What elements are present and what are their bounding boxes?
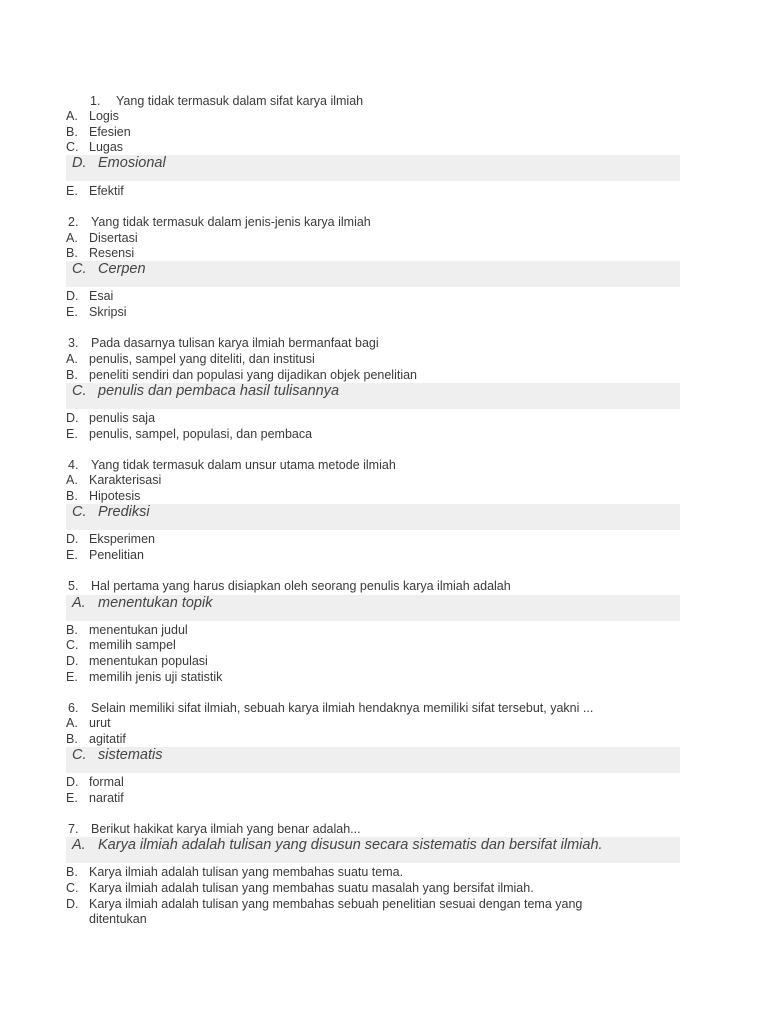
answer-letter: C. <box>72 383 87 399</box>
option-letter: A. <box>66 231 78 245</box>
option-3-b <box>66 367 417 383</box>
option-text: Esai <box>89 289 114 303</box>
option-letter: E. <box>66 427 78 441</box>
option-3-d <box>66 410 155 426</box>
option-text: Eksperimen <box>89 532 155 546</box>
option-text: Karya ilmiah adalah tulisan yang membahas sebuah penelitian sesuai dengan tema yang <box>89 897 583 911</box>
option-text: Disertasi <box>89 231 138 245</box>
option-6-a <box>66 715 111 731</box>
option-text: Karakterisasi <box>89 473 162 487</box>
answer-letter: C. <box>72 261 87 277</box>
answer-text: penulis dan pembaca hasil tulisannya <box>98 383 340 399</box>
question-number: 4. <box>68 458 79 472</box>
option-4-b <box>66 488 140 504</box>
option-7-d <box>66 896 582 912</box>
question-text: Pada dasarnya tulisan karya ilmiah bermanfaat bagi <box>91 336 379 350</box>
option-text: Efesien <box>89 125 131 139</box>
answer-letter: C. <box>72 747 87 763</box>
option-6-e <box>66 790 124 806</box>
option-text: agitatif <box>89 732 126 746</box>
option-2-b <box>66 245 134 261</box>
option-letter: A. <box>66 473 78 487</box>
option-6-b <box>66 731 126 747</box>
option-5-b <box>66 622 188 638</box>
question-text: Yang tidak termasuk dalam sifat karya ilmiah <box>116 94 364 108</box>
option-text: Penelitian <box>89 548 144 562</box>
option-letter: B. <box>66 246 78 260</box>
option-text: Hipotesis <box>89 489 141 503</box>
answer-letter: D. <box>72 155 87 171</box>
answer-text: Cerpen <box>98 261 146 277</box>
option-letter: A. <box>66 716 78 730</box>
option-1-e <box>66 183 124 199</box>
option-7-d-continuation: ditentukan <box>89 912 147 926</box>
option-letter: D. <box>66 654 79 668</box>
option-4-a <box>66 472 161 488</box>
answer-text: Prediksi <box>98 504 150 520</box>
option-text: naratif <box>89 791 124 805</box>
option-text: Karya ilmiah adalah tulisan yang membahas suatu tema. <box>89 865 404 879</box>
answer-highlight-1 <box>66 155 680 181</box>
option-letter: B. <box>66 623 78 637</box>
option-letter: A. <box>66 109 78 123</box>
option-text: penulis, sampel yang diteliti, dan institusi <box>89 352 315 366</box>
option-1-c <box>66 139 123 155</box>
option-7-b <box>66 864 403 880</box>
question-number: 1. <box>90 94 101 108</box>
answer-letter: A. <box>72 837 86 853</box>
answer-letter: A. <box>72 595 86 611</box>
option-letter: B. <box>66 125 78 139</box>
option-text: memilih sampel <box>89 638 176 652</box>
question-number: 3. <box>68 336 79 350</box>
option-2-d <box>66 288 113 304</box>
question-number: 7. <box>68 822 79 836</box>
option-letter: D. <box>66 775 79 789</box>
option-3-a <box>66 351 315 367</box>
option-letter: A. <box>66 352 78 366</box>
option-letter: B. <box>66 368 78 382</box>
question-text: Hal pertama yang harus disiapkan oleh seorang penulis karya ilmiah adalah <box>91 579 511 593</box>
question-number: 6. <box>68 701 79 715</box>
option-letter: D. <box>66 411 79 425</box>
option-2-a <box>66 230 138 246</box>
option-text: Efektif <box>89 184 124 198</box>
option-text: urut <box>89 716 111 730</box>
option-letter: C. <box>66 140 79 154</box>
option-4-e <box>66 547 144 563</box>
question-1 <box>68 93 363 109</box>
option-letter: E. <box>66 670 78 684</box>
option-text: penulis saja <box>89 411 156 425</box>
question-text: Selain memiliki sifat ilmiah, sebuah karya ilmiah hendaknya memiliki sifat tersebut, yakni ... <box>91 701 594 715</box>
answer-text: menentukan topik <box>98 595 213 611</box>
option-letter: E. <box>66 548 78 562</box>
option-4-d <box>66 531 155 547</box>
option-text: Logis <box>89 109 119 123</box>
option-letter: D. <box>66 289 79 303</box>
option-letter: B. <box>66 732 78 746</box>
option-text: Skripsi <box>89 305 127 319</box>
option-text: formal <box>89 775 124 789</box>
question-text: Yang tidak termasuk dalam unsur utama metode ilmiah <box>91 458 396 472</box>
answer-highlight-3 <box>66 383 680 409</box>
option-letter: C. <box>66 881 79 895</box>
option-5-c <box>66 637 176 653</box>
option-letter: D. <box>66 897 79 911</box>
option-letter: E. <box>66 305 78 319</box>
answer-highlight-2 <box>66 261 680 287</box>
answer-letter: C. <box>72 504 87 520</box>
option-text: menentukan judul <box>89 623 188 637</box>
question-5 <box>68 578 511 594</box>
answer-text: sistematis <box>98 747 163 763</box>
option-text: memilih jenis uji statistik <box>89 670 223 684</box>
option-text: Resensi <box>89 246 135 260</box>
option-2-e <box>66 304 127 320</box>
option-5-d <box>66 653 208 669</box>
option-letter: E. <box>66 791 78 805</box>
option-6-d <box>66 774 124 790</box>
question-4 <box>68 457 396 473</box>
answer-highlight-6 <box>66 747 680 773</box>
question-text: Yang tidak termasuk dalam jenis-jenis karya ilmiah <box>91 215 371 229</box>
option-letter: B. <box>66 489 78 503</box>
option-text: peneliti sendiri dan populasi yang dijadikan objek penelitian <box>89 368 418 382</box>
option-letter: D. <box>66 532 79 546</box>
question-text: Berikut hakikat karya ilmiah yang benar adalah... <box>91 822 361 836</box>
answer-highlight-5 <box>66 595 680 621</box>
answer-highlight-4 <box>66 504 680 530</box>
question-3 <box>68 335 379 351</box>
option-7-c <box>66 880 534 896</box>
question-number: 5. <box>68 579 79 593</box>
option-1-a <box>66 108 119 124</box>
option-5-e <box>66 669 222 685</box>
option-letter: E. <box>66 184 78 198</box>
question-6 <box>68 700 593 716</box>
option-1-b <box>66 124 131 140</box>
option-letter: B. <box>66 865 78 879</box>
option-text: Lugas <box>89 140 124 154</box>
option-text: penulis, sampel, populasi, dan pembaca <box>89 427 313 441</box>
answer-text: Emosional <box>98 155 166 171</box>
option-text: Karya ilmiah adalah tulisan yang membahas suatu masalah yang bersifat ilmiah. <box>89 881 534 895</box>
option-text: menentukan populasi <box>89 654 208 668</box>
option-3-e <box>66 426 312 442</box>
option-letter: C. <box>66 638 79 652</box>
question-7 <box>68 821 361 837</box>
answer-highlight-7 <box>66 837 680 863</box>
question-number: 2. <box>68 215 79 229</box>
question-2 <box>68 214 371 230</box>
answer-text: Karya ilmiah adalah tulisan yang disusun secara sistematis dan bersifat ilmiah. <box>98 837 603 853</box>
